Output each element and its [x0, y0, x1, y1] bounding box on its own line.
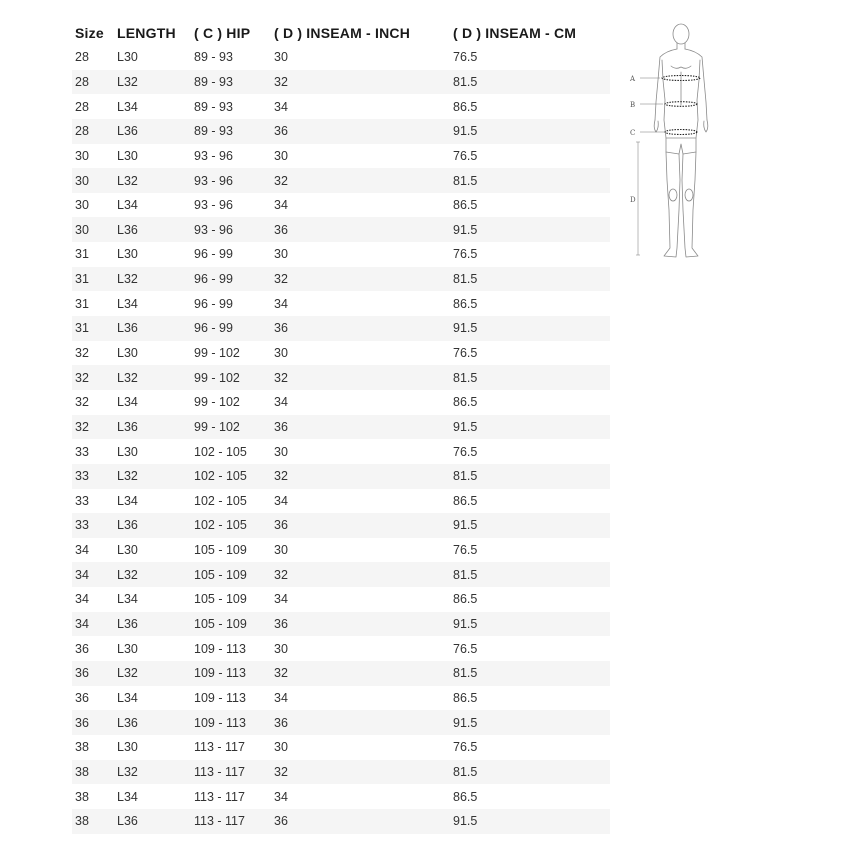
table-row	[72, 365, 610, 390]
cell-inseam-cm: 86.5	[453, 99, 478, 114]
table-row	[72, 686, 610, 711]
table-row	[72, 316, 610, 341]
cell-inseam-inch: 30	[274, 346, 288, 360]
table-row	[72, 70, 610, 95]
cell-inseam-cm: 86.5	[453, 592, 478, 607]
cell-inseam-inch: 32	[271, 365, 450, 390]
header-length: LENGTH	[117, 25, 176, 41]
cell-hip: 93 - 96	[191, 217, 271, 242]
cell-length: L36	[114, 119, 191, 144]
cell-hip: 109 - 113	[194, 690, 246, 705]
cell-inseam-cm: 91.5	[450, 809, 610, 834]
cell-inseam-inch: 34	[274, 789, 288, 804]
cell-inseam-inch: 32	[271, 562, 450, 587]
cell-inseam-inch: 30	[274, 444, 288, 459]
table-row	[72, 439, 610, 464]
cell-inseam-inch: 30	[274, 740, 288, 755]
cell-inseam-inch: 30	[274, 543, 288, 558]
cell-length: L34	[117, 198, 138, 213]
header-inseam-cm: ( D ) INSEAM - CM	[453, 25, 577, 41]
label-c: C	[630, 129, 636, 137]
cell-inseam-inch: 32	[271, 760, 450, 785]
cell-size: 36	[75, 641, 89, 656]
cell-size: 31	[72, 267, 114, 292]
cell-size: 36	[72, 661, 114, 686]
table-row	[72, 538, 610, 563]
table-row	[72, 710, 610, 735]
cell-inseam-inch: 36	[271, 513, 450, 538]
cell-length: L34	[117, 493, 138, 508]
cell-length: L32	[114, 760, 191, 785]
header-size: Size	[75, 25, 104, 41]
cell-length: L34	[117, 395, 138, 410]
cell-inseam-inch: 30	[274, 641, 288, 656]
label-a: A	[630, 75, 636, 83]
cell-length: L32	[114, 661, 191, 686]
table-row	[72, 291, 610, 316]
cell-hip: 109 - 113	[191, 661, 271, 686]
cell-inseam-inch: 34	[274, 592, 288, 607]
cell-length: L30	[117, 148, 138, 163]
cell-size: 28	[75, 99, 89, 114]
label-b: B	[630, 101, 636, 109]
cell-inseam-cm: 86.5	[453, 395, 478, 410]
cell-size: 28	[72, 119, 114, 144]
cell-hip: 93 - 96	[194, 148, 233, 163]
cell-size: 31	[75, 247, 89, 262]
cell-inseam-cm: 91.5	[450, 612, 610, 637]
cell-hip: 109 - 113	[194, 641, 246, 656]
cell-size: 30	[75, 198, 89, 213]
cell-hip: 89 - 93	[191, 119, 271, 144]
cell-size: 36	[75, 690, 89, 705]
cell-size: 36	[72, 710, 114, 735]
table-row	[72, 168, 610, 193]
cell-inseam-cm: 86.5	[453, 296, 478, 311]
table-row	[72, 489, 610, 514]
cell-size: 33	[75, 493, 89, 508]
cell-length: L32	[114, 168, 191, 193]
cell-inseam-inch: 36	[271, 809, 450, 834]
cell-size: 32	[72, 365, 114, 390]
cell-inseam-inch: 30	[274, 247, 288, 262]
header-hip: ( C ) HIP	[194, 25, 251, 41]
cell-length: L30	[117, 740, 138, 755]
cell-inseam-cm: 81.5	[450, 760, 610, 785]
body-measurement-figure	[626, 20, 726, 270]
cell-hip: 113 - 117	[194, 789, 245, 804]
cell-inseam-inch: 36	[271, 316, 450, 341]
table-row	[72, 587, 610, 612]
cell-size: 28	[75, 50, 89, 65]
cell-inseam-inch: 34	[274, 296, 288, 311]
cell-length: L34	[117, 789, 138, 804]
cell-size: 32	[72, 415, 114, 440]
cell-hip: 89 - 93	[194, 99, 233, 114]
cell-size: 33	[72, 513, 114, 538]
cell-size: 38	[75, 740, 89, 755]
cell-hip: 102 - 105	[191, 464, 271, 489]
cell-length: L32	[114, 365, 191, 390]
cell-inseam-cm: 76.5	[453, 444, 478, 459]
cell-size: 34	[75, 543, 89, 558]
table-row	[72, 513, 610, 538]
cell-size: 28	[72, 70, 114, 95]
table-row	[72, 144, 610, 169]
cell-inseam-cm: 91.5	[450, 415, 610, 440]
cell-inseam-inch: 34	[274, 690, 288, 705]
cell-inseam-inch: 32	[271, 70, 450, 95]
cell-hip: 113 - 117	[191, 809, 271, 834]
cell-length: L36	[114, 415, 191, 440]
cell-inseam-cm: 86.5	[453, 690, 478, 705]
cell-length: L34	[117, 296, 138, 311]
cell-size: 34	[72, 562, 114, 587]
cell-inseam-inch: 36	[271, 119, 450, 144]
cell-inseam-cm: 76.5	[453, 346, 478, 360]
cell-inseam-inch: 34	[274, 198, 288, 213]
cell-inseam-cm: 81.5	[450, 70, 610, 95]
cell-size: 38	[72, 760, 114, 785]
table-row	[72, 341, 610, 366]
cell-size: 30	[75, 148, 89, 163]
table-row	[72, 636, 610, 661]
cell-inseam-inch: 36	[271, 710, 450, 735]
cell-hip: 105 - 109	[194, 543, 247, 558]
cell-size: 32	[75, 346, 89, 360]
cell-size: 30	[72, 217, 114, 242]
cell-size: 32	[75, 395, 89, 410]
cell-inseam-inch: 36	[271, 612, 450, 637]
cell-length: L36	[114, 316, 191, 341]
cell-inseam-cm: 81.5	[450, 661, 610, 686]
cell-inseam-cm: 86.5	[453, 493, 478, 508]
table-row	[72, 267, 610, 292]
cell-hip: 96 - 99	[194, 296, 233, 311]
cell-inseam-inch: 34	[274, 493, 288, 508]
cell-hip: 99 - 102	[194, 346, 240, 360]
table-row	[72, 760, 610, 785]
cell-length: L30	[117, 247, 138, 262]
table-row	[72, 193, 610, 218]
cell-inseam-cm: 81.5	[450, 168, 610, 193]
header-inseam-inch: ( D ) INSEAM - INCH	[274, 25, 411, 41]
table-row	[72, 217, 610, 242]
cell-length: L30	[117, 50, 138, 65]
cell-length: L36	[114, 217, 191, 242]
cell-hip: 89 - 93	[191, 70, 271, 95]
table-row	[72, 784, 610, 809]
cell-hip: 102 - 105	[194, 493, 247, 508]
cell-inseam-cm: 81.5	[450, 464, 610, 489]
cell-hip: 113 - 117	[194, 740, 245, 755]
cell-length: L32	[114, 464, 191, 489]
cell-length: L36	[114, 809, 191, 834]
cell-inseam-cm: 76.5	[453, 247, 478, 262]
cell-hip: 105 - 109	[191, 562, 271, 587]
cell-inseam-inch: 32	[271, 464, 450, 489]
cell-inseam-inch: 36	[271, 217, 450, 242]
cell-inseam-cm: 86.5	[453, 198, 478, 213]
cell-hip: 105 - 109	[191, 612, 271, 637]
cell-size: 34	[75, 592, 89, 607]
cell-hip: 102 - 105	[191, 513, 271, 538]
cell-hip: 105 - 109	[194, 592, 247, 607]
cell-inseam-cm: 91.5	[450, 217, 610, 242]
cell-inseam-inch: 30	[274, 50, 288, 65]
cell-inseam-cm: 76.5	[453, 641, 478, 656]
cell-size: 33	[72, 464, 114, 489]
table-row	[72, 390, 610, 415]
cell-hip: 93 - 96	[191, 168, 271, 193]
cell-hip: 96 - 99	[191, 267, 271, 292]
cell-inseam-inch: 34	[274, 395, 288, 410]
cell-inseam-cm: 91.5	[450, 513, 610, 538]
cell-inseam-cm: 81.5	[450, 562, 610, 587]
cell-length: L30	[117, 641, 138, 656]
cell-length: L30	[117, 346, 138, 360]
table-row	[72, 94, 610, 119]
table-row	[72, 735, 610, 760]
cell-size: 38	[72, 809, 114, 834]
table-row	[72, 242, 610, 267]
cell-length: L34	[117, 99, 138, 114]
table-header-row	[72, 21, 610, 45]
cell-hip: 89 - 93	[194, 50, 233, 65]
table-body	[72, 45, 610, 834]
cell-inseam-inch: 32	[271, 661, 450, 686]
cell-inseam-cm: 91.5	[450, 119, 610, 144]
cell-length: L36	[114, 513, 191, 538]
table-row	[72, 809, 610, 834]
cell-hip: 113 - 117	[191, 760, 271, 785]
cell-inseam-cm: 76.5	[453, 50, 478, 65]
cell-length: L30	[117, 444, 138, 459]
label-d: D	[630, 196, 636, 204]
cell-size: 33	[75, 444, 89, 459]
cell-length: L32	[114, 267, 191, 292]
cell-length: L34	[117, 690, 138, 705]
cell-inseam-cm: 81.5	[450, 267, 610, 292]
cell-length: L30	[117, 543, 138, 558]
cell-length: L36	[114, 612, 191, 637]
cell-hip: 93 - 96	[194, 198, 233, 213]
table-row	[72, 45, 610, 70]
cell-inseam-cm: 91.5	[450, 710, 610, 735]
table-row	[72, 464, 610, 489]
table-row	[72, 612, 610, 637]
table-row	[72, 119, 610, 144]
cell-hip: 102 - 105	[194, 444, 247, 459]
table-row	[72, 562, 610, 587]
cell-length: L32	[114, 562, 191, 587]
cell-size: 34	[72, 612, 114, 637]
cell-inseam-inch: 32	[271, 267, 450, 292]
cell-hip: 96 - 99	[191, 316, 271, 341]
cell-hip: 99 - 102	[191, 415, 271, 440]
cell-size: 30	[72, 168, 114, 193]
cell-inseam-inch: 30	[274, 148, 288, 163]
table-row	[72, 415, 610, 440]
cell-hip: 99 - 102	[191, 365, 271, 390]
cell-size: 38	[75, 789, 89, 804]
cell-hip: 109 - 113	[191, 710, 271, 735]
cell-inseam-inch: 32	[271, 168, 450, 193]
size-chart-table	[72, 21, 610, 834]
cell-inseam-cm: 86.5	[453, 789, 478, 804]
cell-inseam-cm: 76.5	[453, 740, 478, 755]
cell-length: L32	[114, 70, 191, 95]
cell-inseam-inch: 36	[271, 415, 450, 440]
cell-inseam-cm: 91.5	[450, 316, 610, 341]
table-row	[72, 661, 610, 686]
cell-inseam-inch: 34	[274, 99, 288, 114]
cell-inseam-cm: 76.5	[453, 148, 478, 163]
cell-length: L34	[117, 592, 138, 607]
cell-hip: 99 - 102	[194, 395, 240, 410]
cell-size: 31	[72, 316, 114, 341]
cell-size: 31	[75, 296, 89, 311]
cell-inseam-cm: 76.5	[453, 543, 478, 558]
cell-inseam-cm: 81.5	[450, 365, 610, 390]
cell-hip: 96 - 99	[194, 247, 233, 262]
cell-length: L36	[114, 710, 191, 735]
